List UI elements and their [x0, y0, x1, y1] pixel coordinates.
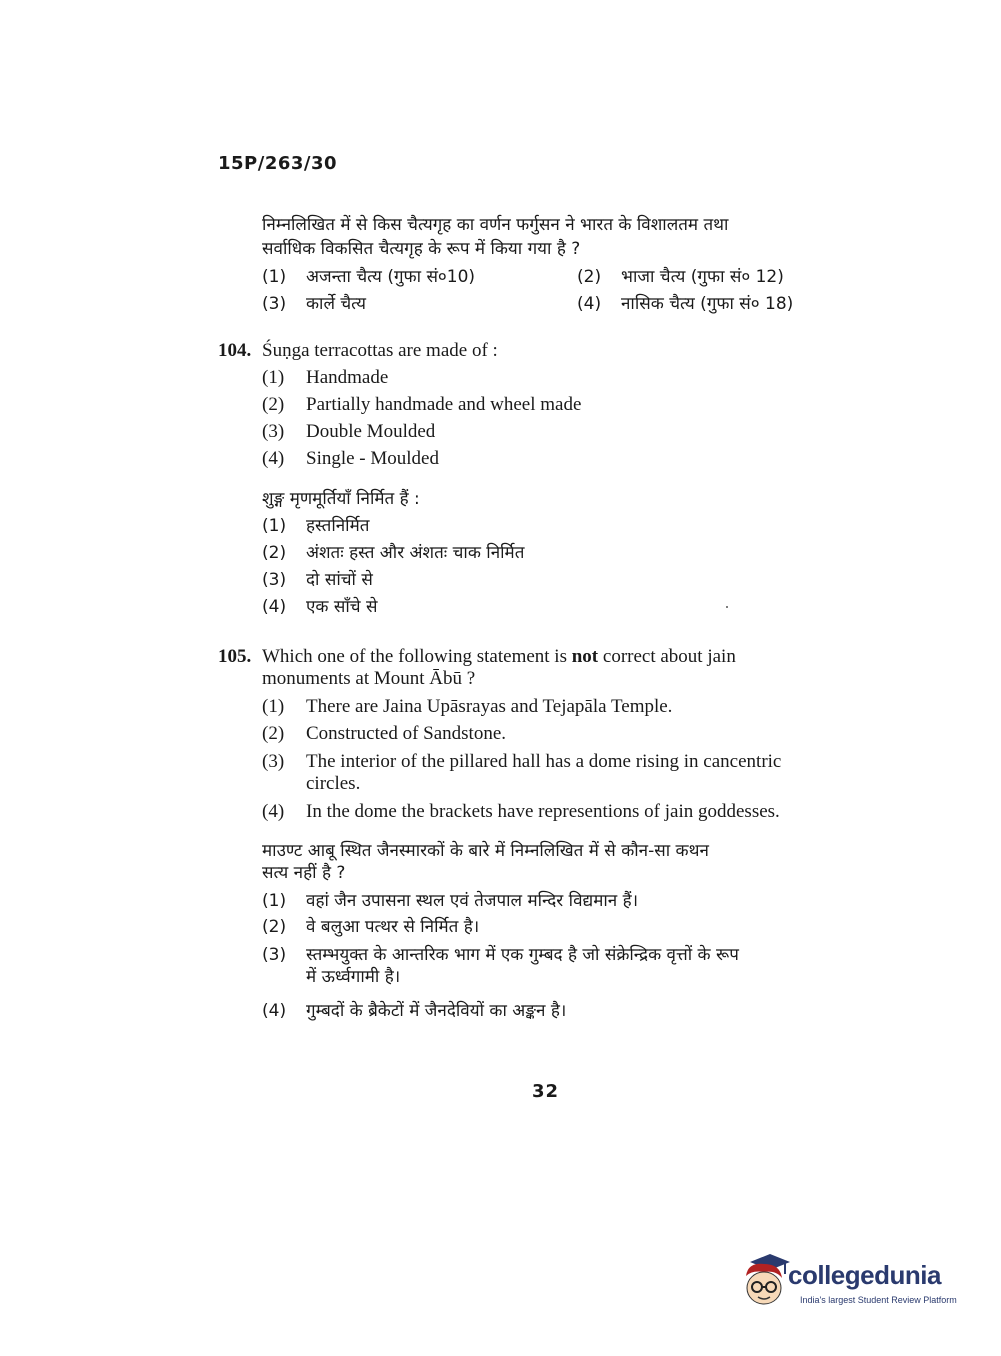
question-text-bold: not: [571, 646, 599, 667]
option-text: Partially handmade and wheel made: [306, 394, 582, 415]
q103-option-1: [262, 264, 475, 287]
q104-hindi-option-4: [262, 594, 377, 617]
logo-tagline: India's largest Student Review Platform: [800, 1295, 957, 1305]
option-number: (1): [262, 891, 287, 911]
option-number: (3): [262, 294, 287, 314]
q105-hindi-option-3: [262, 942, 739, 965]
q104-hindi-option-2: [262, 540, 524, 563]
q104-option-4: [262, 448, 439, 470]
option-text: दो सांचों से: [306, 570, 373, 590]
option-text: कार्ले चैत्य: [306, 294, 366, 314]
q105-hindi-option-4: [262, 998, 566, 1021]
page-number: 32: [532, 1081, 560, 1102]
option-text: अजन्ता चैत्य (गुफा सं०10): [306, 267, 476, 287]
q105-hindi-line1: माउण्ट आबू स्थित जैनस्मारकों के बारे में निम्नलिखित में से कौन-सा कथन: [262, 841, 709, 861]
option-number: (3): [262, 570, 287, 590]
option-number: (4): [262, 597, 287, 617]
option-number: (1): [262, 267, 287, 287]
option-text: हस्तनिर्मित: [306, 516, 370, 536]
option-number: (2): [577, 267, 602, 287]
option-number: (3): [262, 421, 285, 442]
q105-question-line1: [262, 646, 887, 668]
option-text: Constructed of Sandstone.: [306, 723, 507, 744]
q105-hindi-line2: सत्य नहीं है ?: [262, 863, 346, 883]
q105-option-1: [262, 696, 672, 718]
option-number: (3): [262, 751, 285, 772]
q104-hindi-option-1: [262, 513, 369, 536]
q105-option-3-line2: circles.: [306, 773, 361, 794]
option-text: There are Jaina Upāsrayas and Tejapāla Temple.: [306, 696, 673, 717]
q103-option-4: [577, 291, 793, 314]
q105-option-3: [262, 751, 781, 773]
option-text: Single - Moulded: [306, 448, 439, 469]
option-number: (2): [262, 917, 287, 937]
q105-hindi-option-2: [262, 914, 479, 937]
option-text: अंशतः हस्त और अंशतः चाक निर्मित: [306, 543, 525, 563]
option-text: Handmade: [306, 367, 389, 388]
q104-hindi-question: शुङ्ग मृणमूर्तियाँ निर्मित हैं :: [262, 489, 420, 509]
option-number: (4): [262, 1001, 287, 1021]
q104-question: Śuṇga terracottas are made of :: [262, 340, 498, 361]
q105-question-line2: monuments at Mount Ābū ?: [262, 668, 476, 689]
option-number: (2): [262, 394, 285, 415]
q104-option-2: [262, 394, 581, 416]
option-text: नासिक चैत्य (गुफा सं० 18): [621, 294, 794, 314]
option-number: (2): [262, 723, 285, 744]
option-text: वहां जैन उपासना स्थल एवं तेजपाल मन्दिर विद्यमान हैं।: [306, 891, 639, 911]
q103-option-2: [577, 264, 784, 287]
option-text: गुम्बदों के ब्रैकेटों में जैनदेवियों का अङ्कन है।: [306, 1001, 567, 1021]
logo-name: collegedunia: [788, 1260, 941, 1290]
q105-number: 105.: [218, 646, 252, 667]
option-number: (1): [262, 516, 287, 536]
paper-code: 15P/263/30: [218, 153, 338, 174]
option-text: The interior of the pillared hall has a dome rising in cancentric: [306, 751, 782, 772]
option-number: (1): [262, 367, 285, 388]
q103-hindi-line1: निम्नलिखित में से किस चैत्यगृह का वर्णन फर्गुसन ने भारत के विशालतम तथा: [262, 215, 729, 235]
q105-option-2: [262, 723, 506, 745]
q105-hindi-option-1: [262, 888, 638, 911]
q104-number: 104.: [218, 340, 252, 361]
question-text-post: correct about jain: [598, 646, 736, 667]
option-number: (4): [577, 294, 602, 314]
option-text: Double Moulded: [306, 421, 436, 442]
question-text-pre: Which one of the following statement is: [262, 646, 572, 667]
q105-hindi-option-3-line2: में ऊर्ध्वगामी है।: [306, 967, 401, 987]
option-number: (2): [262, 543, 287, 563]
option-text: भाजा चैत्य (गुफा सं० 12): [621, 267, 784, 287]
option-number: (1): [262, 696, 285, 717]
q103-hindi-line2: सर्वाधिक विकसित चैत्यगृह के रूप में किया गया है ?: [262, 239, 581, 259]
option-text: एक साँचे से: [306, 597, 378, 617]
q103-option-3: [262, 291, 366, 314]
collegedunia-logo: [740, 1250, 970, 1310]
option-number: (3): [262, 945, 287, 965]
q104-option-3: [262, 421, 435, 443]
option-number: (4): [262, 801, 285, 822]
mascot-icon: [740, 1250, 792, 1310]
q104-hindi-option-3: [262, 567, 373, 590]
scan-speck: [726, 606, 728, 608]
option-number: (4): [262, 448, 285, 469]
q104-option-1: [262, 367, 388, 389]
option-text: In the dome the brackets have representions of jain goddesses.: [306, 801, 780, 822]
option-text: स्तम्भयुक्त के आन्तरिक भाग में एक गुम्बद है जो संक्रेन्द्रिक वृत्तों के रूप: [306, 945, 739, 965]
q105-option-4: [262, 801, 780, 823]
option-text: वे बलुआ पत्थर से निर्मित है।: [306, 917, 480, 937]
